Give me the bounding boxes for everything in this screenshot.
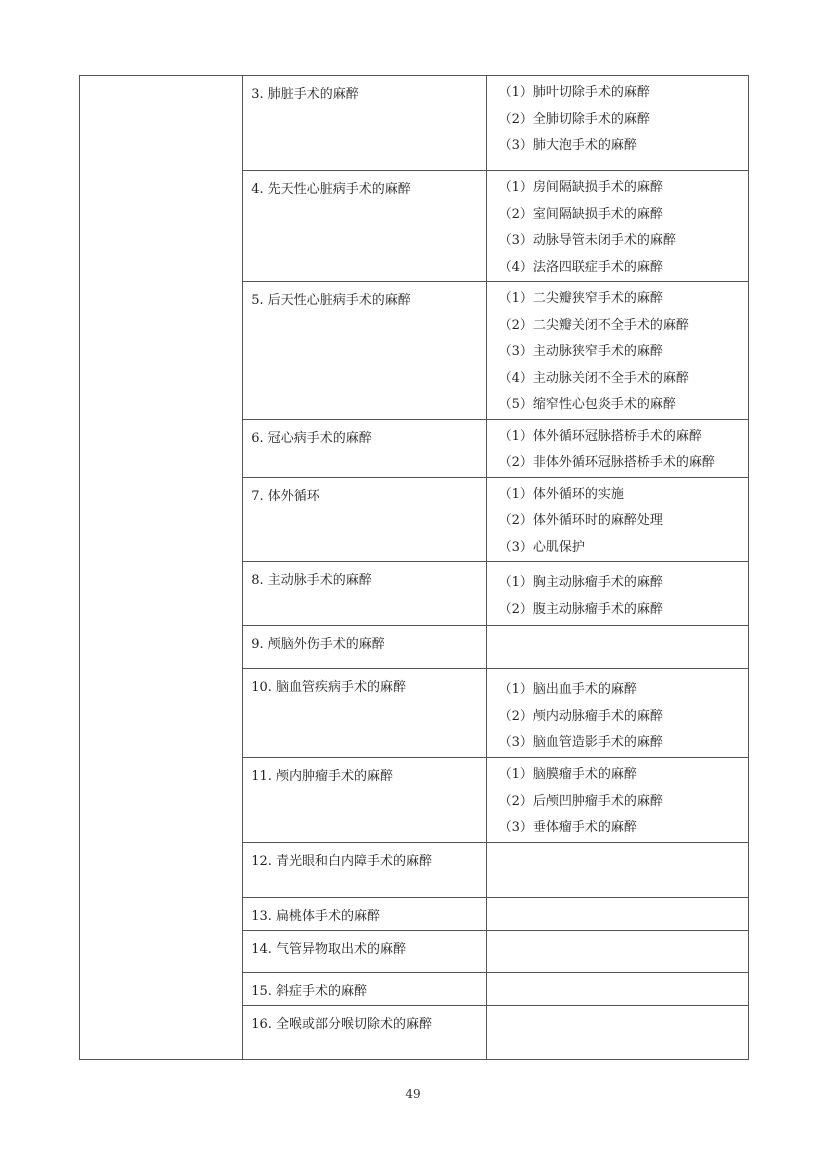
subtopic-item: （1）二尖瓣狭窄手术的麻醉 [498,291,663,306]
subtopic-item: （3）垂体瘤手术的麻醉 [498,820,637,835]
topic-label: 13. 扁桃体手术的麻醉 [251,908,381,924]
topic-label: 16. 全喉或部分喉切除术的麻醉 [251,1016,433,1032]
page-number: 49 [405,1087,421,1101]
topic-cell [243,562,486,626]
subtopic-item: （5）缩窄性心包炎手术的麻醉 [498,397,676,412]
topic-cell [243,171,486,282]
topic-cell [243,758,486,843]
topic-label: 11. 颅内肿瘤手术的麻醉 [251,769,394,784]
subtopic-item: （2）非体外循环冠脉搭桥手术的麻醉 [498,455,715,470]
subtopics-cell [486,477,748,562]
subtopics-cell [486,282,748,420]
topic-cell [243,897,486,930]
subtopics-cell [486,897,748,930]
subtopic-item: （2）后颅凹肿瘤手术的麻醉 [498,793,663,809]
topic-label: 12. 青光眼和白内障手术的麻醉 [251,853,433,869]
subtopic-item: （3）动脉导管未闭手术的麻醉 [498,233,676,248]
subtopic-item: （1）胸主动脉瘤手术的麻醉 [498,575,663,590]
subtopics-cell [486,930,748,972]
subtopic-item: （2）室间隔缺损手术的麻醉 [498,206,663,222]
syllabus-table [79,75,749,1060]
subtopic-list [487,758,748,842]
topic-cell [243,842,486,897]
subtopic-item: （4）主动脉关闭不全手术的麻醉 [498,370,689,386]
topic-label: 14. 气管异物取出术的麻醉 [251,941,407,957]
topic-label: 6. 冠心病手术的麻醉 [251,430,372,446]
subtopic-item: （4）法洛四联症手术的麻醉 [498,259,663,275]
topic-cell [243,930,486,972]
topic-label: 8. 主动脉手术的麻醉 [251,573,372,588]
topic-cell [243,1005,486,1059]
subtopics-cell [486,562,748,626]
topic-cell [243,626,486,669]
subtopics-cell [486,626,748,669]
topic-label: 9. 颅脑外伤手术的麻醉 [251,637,385,652]
subtopic-list [487,669,748,757]
subtopic-item: （2）全肺切除手术的麻醉 [498,111,650,127]
topic-label: 10. 脑血管疾病手术的麻醉 [251,680,407,695]
topic-cell [243,477,486,562]
subtopics-cell [486,76,748,171]
subtopic-item: （2）体外循环时的麻醉处理 [498,513,663,528]
topic-cell [243,669,486,758]
topic-label: 15. 斜症手术的麻醉 [251,983,368,999]
subtopic-list [487,420,748,477]
subtopic-item: （2）颅内动脉瘤手术的麻醉 [498,708,663,724]
topic-cell [243,76,486,171]
category-cell [80,76,243,1060]
subtopic-item: （2）腹主动脉瘤手术的麻醉 [498,601,663,617]
subtopic-item: （1）体外循环冠脉搭桥手术的麻醉 [498,428,702,444]
subtopic-item: （1）肺叶切除手术的麻醉 [498,85,650,100]
subtopic-list [487,282,748,419]
subtopic-item: （3）肺大泡手术的麻醉 [498,138,637,153]
subtopic-item: （1）脑出血手术的麻醉 [498,682,637,697]
subtopic-item: （3）主动脉狭窄手术的麻醉 [498,344,663,359]
subtopic-list [487,76,748,160]
topic-cell [243,419,486,477]
subtopics-cell [486,1005,748,1059]
topic-cell [243,972,486,1005]
subtopic-list [487,171,748,281]
table-row [80,76,749,171]
subtopic-item: （1）房间隔缺损手术的麻醉 [498,180,663,195]
subtopic-item: （2）二尖瓣关闭不全手术的麻醉 [498,317,689,333]
topic-label: 3. 肺脏手术的麻醉 [251,87,359,102]
topic-label: 4. 先天性心脏病手术的麻醉 [251,182,411,197]
subtopic-item: （3）心肌保护 [498,539,585,555]
syllabus-table-body [80,76,749,1060]
subtopics-cell [486,758,748,843]
subtopic-item: （1）脑膜瘤手术的麻醉 [498,767,637,782]
subtopics-cell [486,419,748,477]
topic-cell [243,282,486,420]
subtopics-cell [486,842,748,897]
topic-label: 7. 体外循环 [251,488,320,504]
subtopic-list [487,562,748,623]
subtopic-list [487,478,748,562]
topic-label: 5. 后天性心脏病手术的麻醉 [251,293,411,308]
subtopic-item: （1）体外循环的实施 [498,486,624,502]
subtopics-cell [486,972,748,1005]
subtopics-cell [486,171,748,282]
subtopics-cell [486,669,748,758]
subtopic-item: （3）脑血管造影手术的麻醉 [498,735,663,750]
